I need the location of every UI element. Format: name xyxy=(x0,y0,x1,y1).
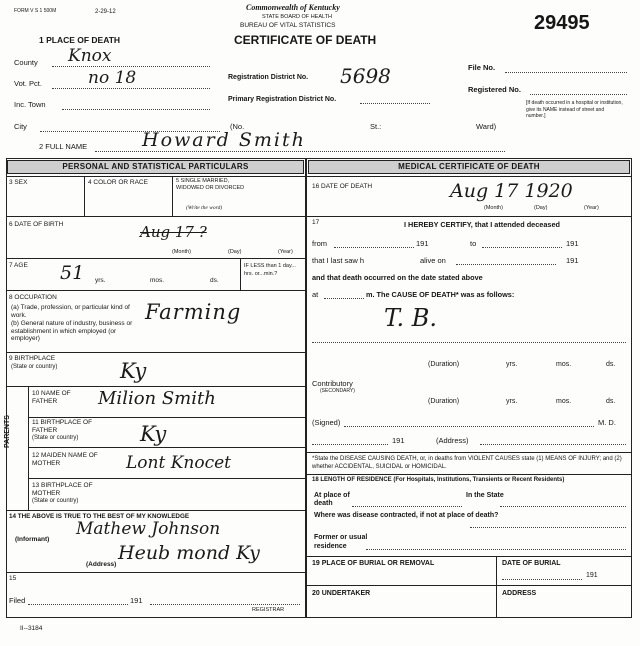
contrib-yrs-label: yrs. xyxy=(506,398,518,405)
filed-year: 191 xyxy=(130,596,143,605)
death-day-label: (Day) xyxy=(534,205,548,211)
hospital-note: [If death occurred in a hospital or institution, give its NAME instead of street and number.] xyxy=(526,100,623,119)
father-birthplace-label: 11 BIRTHPLACE OF FATHER xyxy=(32,419,93,434)
inc-town-label: Inc. Town xyxy=(14,100,46,109)
informant-value: Mathew Johnson xyxy=(76,519,221,539)
county-label: County xyxy=(14,58,38,67)
burial-year: 191 xyxy=(586,572,598,579)
burial-date-label: DATE OF BURIAL xyxy=(502,560,561,567)
date-of-death-value: Aug 17 1920 xyxy=(450,180,573,202)
from-year: 191 xyxy=(416,239,429,248)
alive-year: 191 xyxy=(566,256,579,265)
at-label: at xyxy=(312,290,319,299)
filed-label: Filed xyxy=(9,596,26,605)
birthplace-hint: (State or country) xyxy=(11,364,58,370)
to-label: to xyxy=(470,239,477,248)
occupation-label: 8 OCCUPATION xyxy=(9,294,57,301)
parents-label: PARENTS xyxy=(4,415,11,448)
age-yrs-label: yrs. xyxy=(95,277,106,284)
signed-address-label: (Address) xyxy=(436,436,469,445)
length-of-residence-label: 18 LENGTH OF RESIDENCE (For Hospitals, Institutions, Transients or Recent Residents) xyxy=(312,477,565,483)
medical-heading: MEDICAL CERTIFICATE OF DEATH xyxy=(308,160,630,174)
from-label: from xyxy=(312,239,327,248)
informant-address-label: (Address) xyxy=(86,561,117,568)
sex-label: 3 SEX xyxy=(9,179,28,186)
contrib-ds-label: ds. xyxy=(606,398,616,405)
age-mos-label: mos. xyxy=(150,277,165,284)
registrar-label: REGISTRAR xyxy=(252,607,285,613)
file-no-label: File No. xyxy=(468,63,496,72)
alive-on-label: alive on xyxy=(420,256,446,265)
dob-year-label: (Year) xyxy=(278,249,293,255)
ward-label: Ward) xyxy=(476,122,497,131)
secondary-label: (SECONDARY) xyxy=(320,388,355,394)
burial-place-label: 19 PLACE OF BURIAL OR REMOVAL xyxy=(312,560,435,567)
dob-label: 6 DATE OF BIRTH xyxy=(9,221,64,228)
dob-month-label: (Month) xyxy=(172,249,191,255)
death-occurred-text: and that death occurred on the date stated above xyxy=(312,273,483,282)
form-date: 2-29-12 xyxy=(95,9,116,15)
informant-address-value: Heub mond Ky xyxy=(118,542,260,564)
vot-pct-label: Vot. Pct. xyxy=(14,79,42,88)
occupation-value: Farming xyxy=(145,300,242,324)
primary-reg-label: Primary Registration District No. xyxy=(228,96,337,103)
cause-value: T. B. xyxy=(384,304,438,332)
footnote: *State the DISEASE CAUSING DEATH, or, in deaths from VIOLENT CAUSES state (1) MEANS OF INJURY; and (2) whether ACCIDENTAL, SUICIDAL or HOMICIDAL. xyxy=(312,456,622,470)
at-place-label: At place of death xyxy=(314,492,350,507)
in-state-label: In the State xyxy=(466,492,504,499)
undertaker-address-label: ADDRESS xyxy=(502,590,537,597)
state-name: Commonwealth of Kentucky xyxy=(246,3,340,12)
duration-yrs-label: yrs. xyxy=(506,361,518,368)
duration-label: (Duration) xyxy=(428,361,460,368)
occupation-a-label: (a) Trade, profession, or particular kind of work. xyxy=(11,304,130,319)
informant-sub-label: (Informant) xyxy=(15,536,50,543)
father-name-label: 10 NAME OF FATHER xyxy=(32,390,71,405)
informant-label: 14 THE ABOVE IS TRUE TO THE BEST OF MY KNOWLEDGE xyxy=(9,513,190,520)
birthplace-value: Ky xyxy=(120,359,147,383)
marital-hint: (Write the word) xyxy=(186,205,223,211)
mother-name-value: Lont Knocet xyxy=(126,453,232,473)
md-label: M. D. xyxy=(598,418,616,427)
last-saw-label: that I last saw h xyxy=(312,256,365,265)
father-birthplace-hint: (State or country) xyxy=(32,435,79,441)
contrib-mos-label: mos. xyxy=(556,398,572,405)
page-title: CERTIFICATE OF DEATH xyxy=(234,33,377,47)
dob-value: Aug 17 ? xyxy=(140,223,207,241)
personal-heading: PERSONAL AND STATISTICAL PARTICULARS xyxy=(7,160,304,174)
registered-label: Registered No. xyxy=(468,85,521,94)
contributory-label: Contributory xyxy=(312,379,353,388)
certify-number: 17 xyxy=(312,219,320,226)
duration-ds-label: ds. xyxy=(606,361,616,368)
age-label: 7 AGE xyxy=(9,262,28,269)
form-number: FORM V S 1 500M xyxy=(14,8,57,14)
street-no-label: (No. xyxy=(230,122,245,131)
street-label: St.: xyxy=(370,122,382,131)
age-ds-label: ds. xyxy=(210,277,219,284)
mother-birthplace-label: 13 BIRTHPLACE OF MOTHER xyxy=(32,482,93,497)
box15-label: 15 xyxy=(9,575,17,582)
certify-text: I HEREBY CERTIFY, that I attended deceased xyxy=(404,220,560,229)
disease-contracted-label: Where was disease contracted, if not at place of death? xyxy=(314,512,499,519)
occupation-b-label: (b) General nature of industry, business or establishment in which employed (or employer) xyxy=(11,320,133,342)
vot-pct-value: no 18 xyxy=(88,68,137,88)
signed-year: 191 xyxy=(392,436,405,445)
contrib-duration-label: (Duration) xyxy=(428,398,460,405)
date-of-death-label: 16 DATE OF DEATH xyxy=(312,183,373,190)
death-month-label: (Month) xyxy=(484,205,503,211)
full-name-label: 2 FULL NAME xyxy=(39,142,88,151)
form-code: II--3184 xyxy=(20,625,43,632)
duration-mos-label: mos. xyxy=(556,361,572,368)
dob-day-label: (Day) xyxy=(228,249,242,255)
reg-district-value: 5698 xyxy=(340,64,391,88)
full-name-value: Howard Smith xyxy=(142,129,306,151)
father-birthplace-value: Ky xyxy=(140,422,167,446)
color-label: 4 COLOR OR RACE xyxy=(88,179,148,186)
mother-name-label: 12 MAIDEN NAME OF MOTHER xyxy=(32,452,98,467)
to-year: 191 xyxy=(566,239,579,248)
age-value: 51 xyxy=(60,262,85,284)
county-value: Knox xyxy=(68,46,112,66)
if-less-label: IF LESS than 1 day... hrs. or...min.? xyxy=(244,263,296,277)
mother-birthplace-hint: (State or country) xyxy=(32,498,79,504)
reg-district-label: Registration District No. xyxy=(228,74,309,81)
father-name-value: Milion Smith xyxy=(98,388,216,409)
undertaker-label: 20 UNDERTAKER xyxy=(312,590,371,597)
bureau-name: BUREAU OF VITAL STATISTICS xyxy=(240,22,336,29)
marital-label: 5 SINGLE MARRIED, WIDOWED OR DIVORCED xyxy=(176,178,245,191)
board-name: STATE BOARD OF HEALTH xyxy=(262,14,332,20)
signed-label: (Signed) xyxy=(312,418,341,427)
former-residence-label: Former or usual residence xyxy=(314,534,368,550)
city-label: City xyxy=(14,122,27,131)
certificate-number: 29495 xyxy=(534,12,590,34)
cause-text: m. The CAUSE OF DEATH* was as follows: xyxy=(366,290,515,299)
place-of-death-heading: 1 PLACE OF DEATH xyxy=(39,35,121,45)
death-year-label: (Year) xyxy=(584,205,599,211)
birthplace-label: 9 BIRTHPLACE xyxy=(9,355,56,362)
